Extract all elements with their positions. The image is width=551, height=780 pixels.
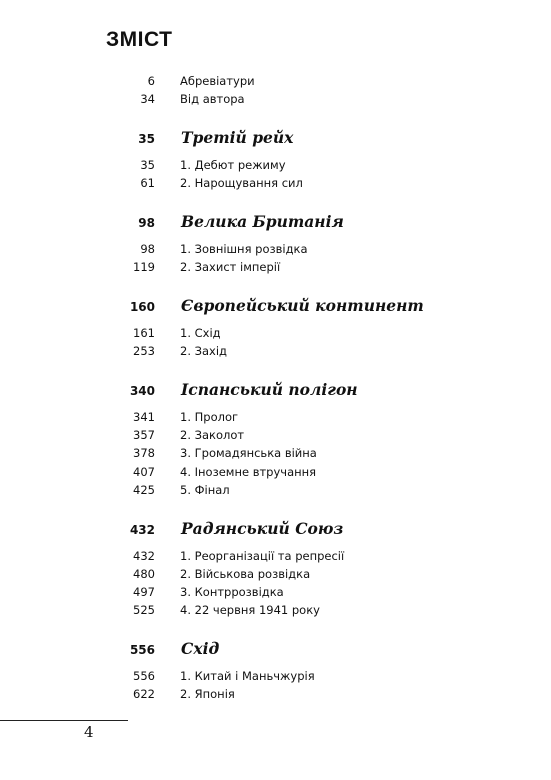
- toc-section-page: 556: [129, 643, 155, 657]
- toc-entry[interactable]: [0, 567, 551, 585]
- toc-entry[interactable]: [0, 260, 551, 278]
- toc-entry[interactable]: [0, 176, 551, 194]
- toc-entry-page: 357: [133, 428, 155, 442]
- toc-entry[interactable]: [0, 326, 551, 344]
- toc-section-heading-third-reich[interactable]: [0, 128, 551, 150]
- toc-entry-title: 1. Схід: [180, 326, 221, 340]
- toc-entry[interactable]: [0, 549, 551, 567]
- toc-entry-page: 6: [147, 74, 155, 88]
- toc-section-heading-east[interactable]: [0, 639, 551, 661]
- toc-entry-page: 253: [133, 344, 155, 358]
- toc-section-title: Радянський Союз: [181, 519, 344, 538]
- toc-section-heading-spanish-polygon[interactable]: [0, 380, 551, 402]
- toc-entry-title: 5. Фінал: [180, 483, 230, 497]
- toc-entry-title: 4. Іноземне втручання: [180, 465, 317, 479]
- toc-entry[interactable]: [0, 687, 551, 705]
- toc-entry-from-author[interactable]: [0, 92, 551, 110]
- toc-entry[interactable]: [0, 428, 551, 446]
- toc-entry-title: 2. Японія: [180, 687, 235, 701]
- toc-section-page: 160: [129, 300, 155, 314]
- toc-section-page: 432: [129, 523, 155, 537]
- toc-entry-page: 556: [133, 669, 155, 683]
- toc-entry-title: 2. Нарощування сил: [180, 176, 303, 190]
- toc-section-page: 35: [138, 132, 155, 146]
- toc-entry-title: 2. Військова розвідка: [180, 567, 311, 581]
- toc-section-heading-soviet-union[interactable]: [0, 519, 551, 541]
- toc-entry[interactable]: [0, 446, 551, 464]
- toc-entry[interactable]: [0, 410, 551, 428]
- toc-entry-title: Абревіатури: [180, 74, 255, 88]
- toc-section-title: Іспанський полігон: [181, 380, 358, 399]
- toc-entry-page: 35: [140, 158, 155, 172]
- toc-entry-title: 1. Реорганізації та репресії: [180, 549, 345, 563]
- toc-entry[interactable]: [0, 242, 551, 260]
- toc-section-title: Велика Британія: [181, 212, 344, 231]
- toc-entry-title: 3. Контррозвідка: [180, 585, 284, 599]
- toc-entry-abbreviations[interactable]: [0, 74, 551, 92]
- page-number: 4: [84, 723, 94, 741]
- toc-entry[interactable]: [0, 585, 551, 603]
- toc-entry-page: 98: [140, 242, 155, 256]
- toc-entry-page: 119: [133, 260, 155, 274]
- toc-entry-title: 2. Захід: [180, 344, 227, 358]
- toc-entry-title: 2. Захист імперії: [180, 260, 281, 274]
- toc-entry-page: 378: [133, 446, 155, 460]
- toc-entry[interactable]: [0, 603, 551, 621]
- toc-entry[interactable]: [0, 465, 551, 483]
- footer-divider: [0, 720, 128, 721]
- toc-entry-title: 1. Дебют режиму: [180, 158, 286, 172]
- toc-entry-page: 432: [133, 549, 155, 563]
- toc-entry-page: 480: [133, 567, 155, 581]
- toc-entry-title: 1. Китай і Маньчжурія: [180, 669, 315, 683]
- toc-section-heading-european-continent[interactable]: [0, 296, 551, 318]
- toc-entry-page: 341: [133, 410, 155, 424]
- toc-entry-page: 425: [133, 483, 155, 497]
- toc-section-page: 98: [138, 216, 155, 230]
- toc-entry[interactable]: [0, 483, 551, 501]
- toc-section-heading-great-britain[interactable]: [0, 212, 551, 234]
- toc-section-title: Третій рейх: [181, 128, 294, 147]
- toc-entry-page: 161: [133, 326, 155, 340]
- toc-entry-page: 61: [140, 176, 155, 190]
- toc-entry-title: Від автора: [180, 92, 245, 106]
- page-title: ЗМІСТ: [106, 28, 173, 51]
- toc-entry-title: 1. Пролог: [180, 410, 239, 424]
- toc-entry-page: 525: [133, 603, 155, 617]
- toc-entry-title: 2. Заколот: [180, 428, 245, 442]
- toc-entry-page: 497: [133, 585, 155, 599]
- toc-section-title: Схід: [181, 639, 220, 658]
- toc-entry[interactable]: [0, 669, 551, 687]
- toc-entry[interactable]: [0, 344, 551, 362]
- toc-section-page: 340: [129, 384, 155, 398]
- toc-section-title: Європейський континент: [181, 296, 424, 315]
- toc-entry-page: 34: [140, 92, 155, 106]
- toc-entry-page: 407: [133, 465, 155, 479]
- toc-entry-title: 1. Зовнішня розвідка: [180, 242, 308, 256]
- toc-entry-title: 3. Громадянська війна: [180, 446, 317, 460]
- toc-entry[interactable]: [0, 158, 551, 176]
- toc-entry-page: 622: [133, 687, 155, 701]
- toc-entry-title: 4. 22 червня 1941 року: [180, 603, 320, 617]
